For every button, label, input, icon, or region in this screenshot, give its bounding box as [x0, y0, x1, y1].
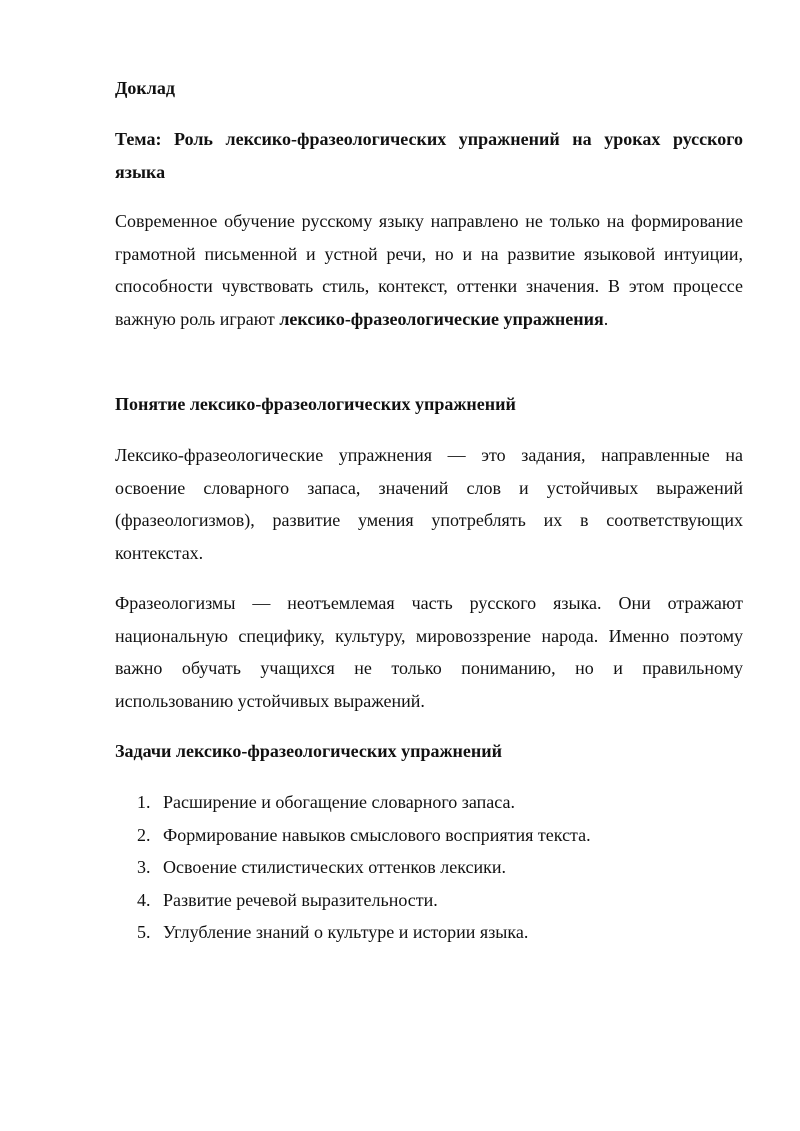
list-item — [115, 851, 743, 884]
list-item-number: 1. — [137, 792, 151, 812]
concept-paragraph-1: Лексико-фразеологические упражнения — это задания, направленные на освоение словарного запаса, значений слов и устойчивых выражений (фразеологизмов), развитие умения употреблять их в соответствующих контекстах. — [115, 445, 743, 563]
list-item — [115, 884, 743, 917]
document-type-heading: Доклад — [115, 78, 175, 98]
list-item-number: 2. — [137, 824, 151, 845]
list-item — [115, 916, 743, 949]
intro-paragraph — [115, 205, 743, 335]
list-item-text: Расширение и обогащение словарного запаса. — [163, 792, 515, 812]
concept-paragraph-2: Фразеологизмы — неотъемлемая часть русского языка. Они отражают национальную специфику, культуру, мировоззрение народа. Именно поэтому важно обучать учащихся не только пониманию, но и правильному использованию устойчивых выражений. — [115, 593, 743, 711]
list-item-text: Формирование навыков смыслового восприятия текста. — [163, 824, 591, 845]
list-item-text: Развитие речевой выразительности. — [163, 889, 438, 910]
intro-end: . — [603, 308, 609, 329]
list-item-number: 3. — [137, 857, 151, 877]
concept-section-heading: Понятие лексико-фразеологических упражнений — [115, 394, 516, 414]
list-item-text: Углубление знаний о культуре и истории языка. — [163, 922, 529, 942]
topic-heading: Тема: Роль лексико-фразеологических упражнений на уроках русского языка — [115, 129, 743, 182]
intro-bold-term: лексико-фразеологические упражнения — [279, 308, 604, 329]
intro-text: Современное обучение русскому языку направлено не только на формирование грамотной письменной и устной речи, но и на развитие языковой интуиции, способности чувствовать стиль, контекст, оттенки значения. В этом процессе важную роль играют — [115, 211, 743, 329]
list-item-text: Освоение стилистических оттенков лексики. — [163, 857, 506, 877]
list-item — [115, 786, 743, 819]
list-item-number: 4. — [137, 889, 151, 910]
tasks-list — [115, 786, 743, 949]
list-item — [115, 819, 743, 852]
tasks-section-heading: Задачи лексико-фразеологических упражнений — [115, 741, 502, 761]
list-item-number: 5. — [137, 922, 151, 942]
